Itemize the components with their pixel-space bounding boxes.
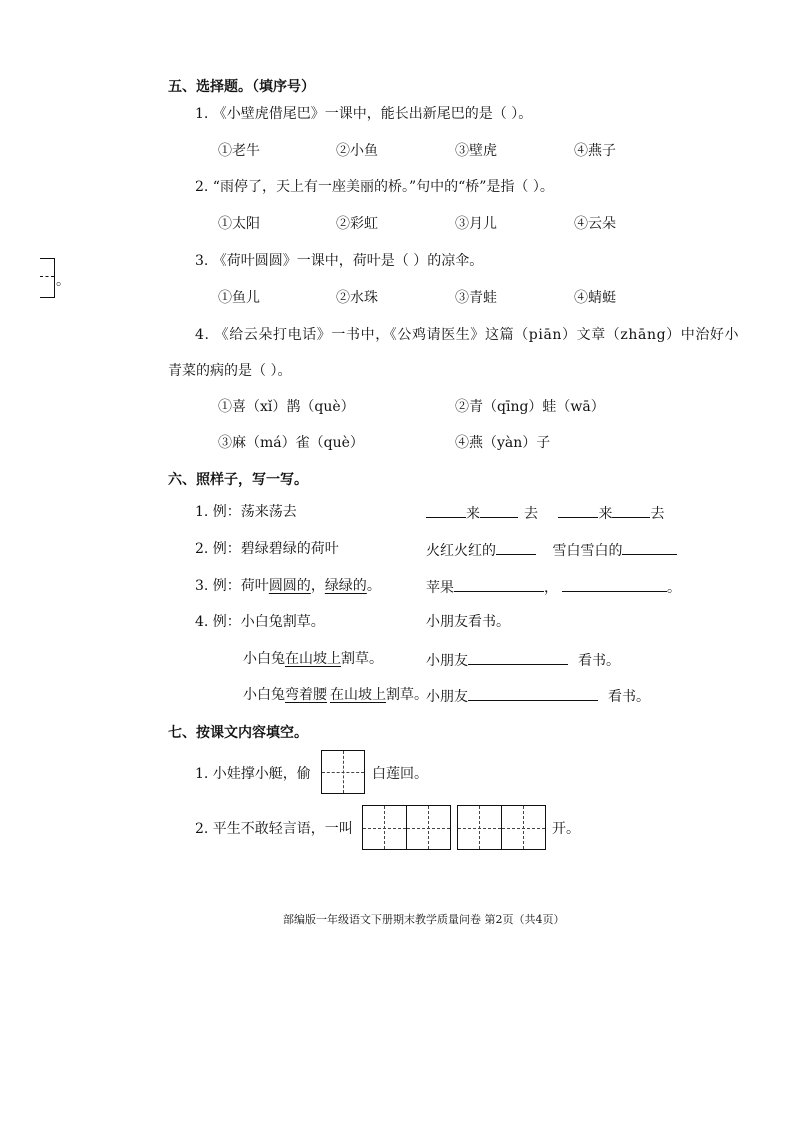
q2-option-2: ②彩虹 xyxy=(336,216,378,232)
q4-stem-line-2: 青菜的病的是（ ）。 xyxy=(168,363,292,379)
r1-blank-3[interactable] xyxy=(558,503,598,518)
r3-example-comma: ， xyxy=(310,578,325,594)
r1-lai-1: 来 xyxy=(466,506,480,522)
grid-cell[interactable] xyxy=(502,806,546,849)
r2-prompt-a: 火红火红的 xyxy=(426,543,496,559)
r4-answer-line-3 xyxy=(426,686,650,706)
grid-cell[interactable] xyxy=(363,806,407,849)
r2-prompt-b: 雪白雪白的 xyxy=(552,543,623,559)
r4-s3-underline-2: 在山坡上 xyxy=(330,687,386,703)
r3-example-underline-1: 圆圆的 xyxy=(268,578,311,594)
r3-example xyxy=(195,577,381,595)
s7-q1-after: 白莲回。 xyxy=(372,766,428,782)
q2-option-3: ③月儿 xyxy=(455,216,497,232)
r4-ans2-end: 看书。 xyxy=(578,653,620,669)
r3-prompt: 苹果 xyxy=(426,580,454,596)
r4-blank-1[interactable] xyxy=(468,650,568,665)
s7-q2-writing-grid-2[interactable] xyxy=(457,805,546,850)
page-footer: 部编版一年级语文下册期末教学质量问卷 第2页（共4页） xyxy=(283,913,565,926)
r3-answer-line xyxy=(426,577,681,597)
r1-qu-1: 去 xyxy=(524,506,538,522)
s7-q2-before: 2. 平生不敢轻言语，一叫 xyxy=(195,821,353,837)
r3-example-lead: 3. 例：荷叶 xyxy=(195,578,269,594)
q3-option-4: ④蜻蜓 xyxy=(574,290,616,306)
r4-ans3-lead: 小朋友 xyxy=(426,689,468,705)
q4-option-1: ①喜（xǐ）鹊（què） xyxy=(218,399,355,415)
r4-example: 4. 例：小白兔割草。 xyxy=(195,614,325,630)
grid-cell[interactable] xyxy=(407,806,451,849)
r2-answer-line xyxy=(426,540,677,560)
q4-option-4: ④燕（yàn）子 xyxy=(455,435,551,451)
r3-example-underline-2: 绿绿的 xyxy=(324,578,367,594)
q3-option-2: ②水珠 xyxy=(336,290,378,306)
q2-option-4: ④云朵 xyxy=(574,216,616,232)
q4-option-3: ③麻（má）雀（què） xyxy=(218,435,364,451)
r4-s3-underline-1: 弯着腰 xyxy=(285,687,327,703)
r3-comma: ， xyxy=(544,580,558,596)
r2-example: 2. 例：碧绿碧绿的荷叶 xyxy=(195,541,339,557)
r2-blank-1[interactable] xyxy=(496,540,536,555)
r1-blank-1[interactable] xyxy=(426,503,466,518)
q4-option-2: ②青（qīng）蛙（wā） xyxy=(455,399,605,415)
r1-qu-2: 去 xyxy=(650,506,665,522)
section-6-heading: 六、照样子，写一写。 xyxy=(168,472,308,488)
q3-stem: 3. 《荷叶圆圆》一课中，荷叶是（ ）的凉伞。 xyxy=(195,253,484,269)
binding-bracket xyxy=(40,258,55,298)
r3-blank-1[interactable] xyxy=(454,577,544,592)
q1-option-4: ④燕子 xyxy=(574,143,616,159)
q1-stem: 1. 《小壁虎借尾巴》一课中，能长出新尾巴的是（ ）。 xyxy=(195,106,533,122)
r4-answer-line-2 xyxy=(426,650,620,670)
r4-sentence-3 xyxy=(243,686,428,704)
q4-stem-line-1: 4. 《给云朵打电话》一书中，《公鸡请医生》这篇（piān）文章（zhāng）中治好小 xyxy=(195,327,740,343)
r1-answer-line xyxy=(426,503,664,523)
r4-ans3-end: 看书。 xyxy=(608,689,650,705)
r4-s3-subject: 小白兔 xyxy=(243,687,285,703)
binding-mark: 。 xyxy=(56,273,70,289)
r1-blank-4[interactable] xyxy=(612,503,650,518)
q1-option-1: ①老牛 xyxy=(218,143,260,159)
s7-q1-writing-grid[interactable] xyxy=(321,750,365,794)
r4-s3-verb: 割草。 xyxy=(386,687,428,703)
r4-answer: 小朋友看书。 xyxy=(426,614,510,630)
q2-stem: 2. “雨停了，天上有一座美丽的桥。”句中的“桥”是指（ ）。 xyxy=(195,179,554,195)
r4-s2-underline: 在山坡上 xyxy=(285,651,341,667)
q1-option-2: ②小鱼 xyxy=(336,143,378,159)
r4-ans2-lead: 小朋友 xyxy=(426,653,468,669)
q3-option-1: ①鱼儿 xyxy=(218,290,260,306)
q3-option-3: ③青蛙 xyxy=(455,290,497,306)
q2-option-1: ①太阳 xyxy=(218,216,260,232)
grid-cell[interactable] xyxy=(322,751,364,793)
r1-lai-2: 来 xyxy=(598,506,613,522)
r4-s2-subject: 小白兔 xyxy=(243,651,285,667)
r3-end: 。 xyxy=(667,580,681,596)
section-5-heading: 五、选择题。（填序号） xyxy=(168,79,315,95)
grid-cell[interactable] xyxy=(458,806,502,849)
r3-example-end: 。 xyxy=(366,578,381,594)
s7-q2-writing-grid-1[interactable] xyxy=(362,805,451,850)
r2-blank-2[interactable] xyxy=(622,540,677,555)
r3-blank-2[interactable] xyxy=(562,577,667,592)
r4-blank-2[interactable] xyxy=(468,686,598,701)
r1-blank-2[interactable] xyxy=(480,503,518,518)
r1-example: 1. 例：荡来荡去 xyxy=(195,504,297,520)
binding-dash-line xyxy=(40,276,54,277)
r4-sentence-2 xyxy=(243,650,383,668)
r4-s2-verb: 割草。 xyxy=(341,651,383,667)
q1-option-3: ③壁虎 xyxy=(455,143,497,159)
s7-q1-before: 1. 小娃撑小艇，偷 xyxy=(195,766,311,782)
s7-q2-after: 开。 xyxy=(552,821,580,837)
section-7-heading: 七、按课文内容填空。 xyxy=(168,725,308,741)
